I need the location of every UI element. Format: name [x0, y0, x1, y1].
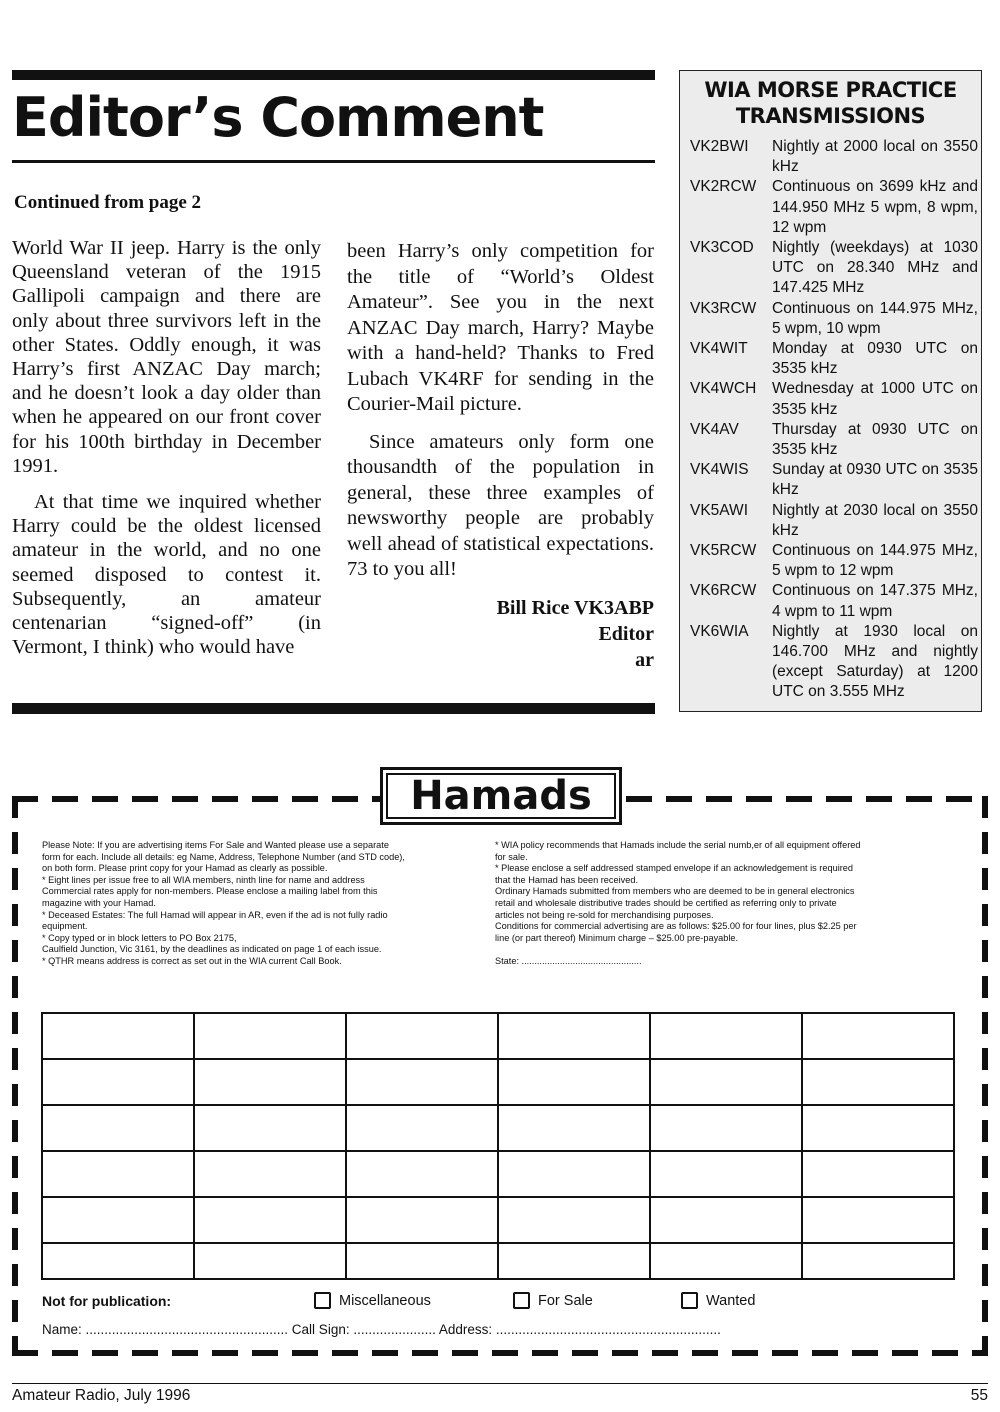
note-line: retail and wholesale distributive trades should be certified as referring only to private — [495, 897, 837, 908]
signature-block — [347, 595, 654, 673]
note-line: * Deceased Estates: The full Hamad will appear in AR, even if the ad is not fully radio — [42, 909, 388, 920]
morse-row — [690, 137, 978, 177]
state-field[interactable]: State: ............................................... — [495, 955, 642, 966]
morse-row — [690, 622, 978, 703]
note-line: for sale. — [495, 851, 528, 862]
schedule: Nightly at 1930 local on 146.700 MHz and nightly (except Saturday) at 1200 UTC on 3.555 MHz — [772, 622, 978, 701]
hamads-title-box — [380, 767, 622, 825]
column-2 — [347, 239, 654, 673]
checkbox-icon[interactable] — [681, 1292, 698, 1309]
frame-dash — [12, 796, 380, 802]
bottom-rule — [12, 703, 655, 714]
checkbox-for-sale[interactable] — [513, 1292, 593, 1309]
note-line: * Copy typed or in block letters to PO Box 2175, — [42, 932, 237, 943]
morse-title — [680, 77, 981, 129]
note-line: equipment. — [42, 921, 88, 932]
schedule: Nightly at 2000 local on 3550 kHz — [772, 138, 978, 176]
paragraph: been Harry’s only competition for the title of “World’s Oldest Amateur”. See you in the next ANZAC Day march, Harry? Maybe with a hand-held? Thanks to Fred Lubach VK4RF for sending in the Courier-Mail picture. — [347, 240, 654, 415]
morse-list — [690, 137, 978, 703]
note-line: form for each. Include all details: eg Name, Address, Telephone Number (and STD code), — [42, 851, 405, 862]
footer-rule — [12, 1383, 988, 1384]
morse-row — [690, 501, 978, 541]
title-rule — [12, 160, 655, 163]
morse-row — [690, 339, 978, 379]
page-title: Editor’s Comment — [12, 86, 544, 149]
morse-row — [690, 460, 978, 500]
hamad-entry-grid[interactable] — [41, 1012, 955, 1280]
schedule: Monday at 0930 UTC on 3535 kHz — [772, 340, 978, 378]
paragraph: Since amateurs only form one thousandth of the population in general, these three examples of newsworthy people are probably well ahead of statistical expectations. 73 to you all! — [347, 430, 654, 580]
frame-dash — [12, 796, 18, 1356]
continued-note: Continued from page 2 — [14, 192, 202, 213]
frame-dash — [982, 796, 988, 1356]
morse-title-line: WIA MORSE PRACTICE — [704, 78, 957, 102]
notes-right — [495, 840, 955, 968]
schedule: Sunday at 0930 UTC on 3535 kHz — [772, 461, 978, 499]
checkbox-icon[interactable] — [314, 1292, 331, 1309]
call-sign: VK6WIA — [690, 622, 749, 640]
call-sign: VK5RCW — [690, 542, 757, 560]
morse-practice-box — [679, 70, 982, 712]
not-for-publication-label: Not for publication: — [42, 1293, 172, 1309]
paragraph: World War II jeep. Harry is the only Queensland veteran of the 1915 Gallipoli campaign and there are only about three survivors left in the other States. Oddly enough, it was Harry’s first ANZAC Day march; and he doesn’t look a day older than when he appeared on our front cover for his 100th birthday in December 1991. — [12, 237, 321, 477]
morse-row — [690, 379, 978, 419]
note-line: * Eight lines per issue free to all WIA members, ninth line for name and address — [42, 874, 365, 885]
schedule: Wednesday at 1000 UTC on 3535 kHz — [772, 380, 978, 418]
call-sign: VK4WIT — [690, 340, 748, 358]
note-line: * WIA policy recommends that Hamads include the serial numb,er of all equipment offered — [495, 840, 861, 850]
morse-row — [690, 299, 978, 339]
schedule: Nightly (weekdays) at 1030 UTC on 28.340 MHz and 147.425 MHz — [772, 239, 978, 297]
checkbox-label: Wanted — [706, 1292, 756, 1309]
morse-row — [690, 420, 978, 460]
call-sign: VK3COD — [690, 239, 754, 257]
footer-publication: Amateur Radio, July 1996 — [12, 1387, 191, 1404]
note-line: Conditions for commercial advertising are as follows: $25.00 for four lines, plus $2.25 per — [495, 921, 857, 932]
notes-left — [42, 840, 472, 968]
checkbox-label: For Sale — [538, 1292, 593, 1309]
note-line — [495, 944, 955, 956]
note-line: * Please enclose a self addressed stamped envelope if an acknowledgement is required — [495, 863, 854, 874]
schedule: Continuous on 3699 kHz and 144.950 MHz 5 wpm, 8 wpm, 12 wpm — [772, 178, 978, 236]
signature-mark: ar — [635, 648, 654, 671]
note-line: line (or part thereof) Minimum charge – $25.00 pre-payable. — [495, 932, 739, 943]
schedule: Continuous on 144.975 MHz, 5 wpm, 10 wpm — [772, 299, 978, 337]
signature-name: Bill Rice VK3ABP — [496, 596, 654, 619]
schedule: Thursday at 0930 UTC on 3535 kHz — [772, 420, 978, 459]
hamads-title: Hamads — [410, 773, 592, 819]
schedule: Nightly at 2030 local on 3550 kHz — [772, 501, 978, 539]
morse-row — [690, 581, 978, 621]
call-sign: VK4WCH — [690, 380, 757, 398]
morse-row — [690, 177, 978, 238]
call-sign: VK2BWI — [690, 138, 749, 155]
schedule: Continuous on 147.375 MHz, 4 wpm to 11 wpm — [772, 582, 978, 620]
column-1 — [12, 236, 321, 671]
checkbox-icon[interactable] — [513, 1292, 530, 1309]
note-line: Ordinary Hamads submitted from members who are deemed to be in general electronics — [495, 886, 855, 897]
morse-row — [690, 541, 978, 581]
contact-fields-line[interactable]: Name: ...................................................... Call Sign: ...................... Address: ............................................................ — [42, 1322, 721, 1337]
call-sign: VK2RCW — [690, 178, 757, 196]
call-sign: VK6RCW — [690, 582, 757, 600]
call-sign: VK5AWI — [690, 501, 748, 519]
top-rule — [12, 70, 655, 80]
note-line: articles not being re-sold for merchandising purposes. — [495, 909, 714, 920]
paragraph: At that time we inquired whether Harry could be the oldest licensed amateur in the world, and no one seemed disposed to contest it. Subsequently, an amateur centenarian “signed-off” (in Vermont, I think) who would have — [12, 491, 321, 659]
note-line: that the Hamad has been received. — [495, 874, 639, 885]
note-line: Please Note: If you are advertising items For Sale and Wanted please use a separate — [42, 840, 389, 850]
checkbox-wanted[interactable] — [681, 1292, 755, 1309]
checkbox-miscellaneous[interactable] — [314, 1292, 431, 1309]
note-line: magazine with your Hamad. — [42, 897, 156, 908]
signature-role: Editor — [598, 622, 654, 645]
note-line: on both form. Please print copy for your Hamad as clearly as possible. — [42, 863, 328, 874]
morse-row — [690, 238, 978, 299]
note-line: Caulfield Junction, Vic 3161, by the deadlines as indicated on page 1 of each issue. — [42, 944, 382, 955]
schedule: Continuous on 144.975 MHz, 5 wpm to 12 wpm — [772, 542, 978, 580]
call-sign: VK4AV — [690, 420, 739, 438]
note-line: * QTHR means address is correct as set out in the WIA current Call Book. — [42, 955, 342, 966]
call-sign: VK4WIS — [690, 461, 749, 479]
call-sign: VK3RCW — [690, 299, 757, 317]
page-number: 55 — [970, 1387, 988, 1404]
morse-title-line: TRANSMISSIONS — [735, 104, 926, 128]
frame-dash — [626, 796, 988, 802]
checkbox-label: Miscellaneous — [339, 1292, 431, 1309]
frame-dash — [12, 1350, 988, 1356]
note-line: Commercial rates apply for non-members. Please enclose a mailing label from this — [42, 886, 378, 897]
